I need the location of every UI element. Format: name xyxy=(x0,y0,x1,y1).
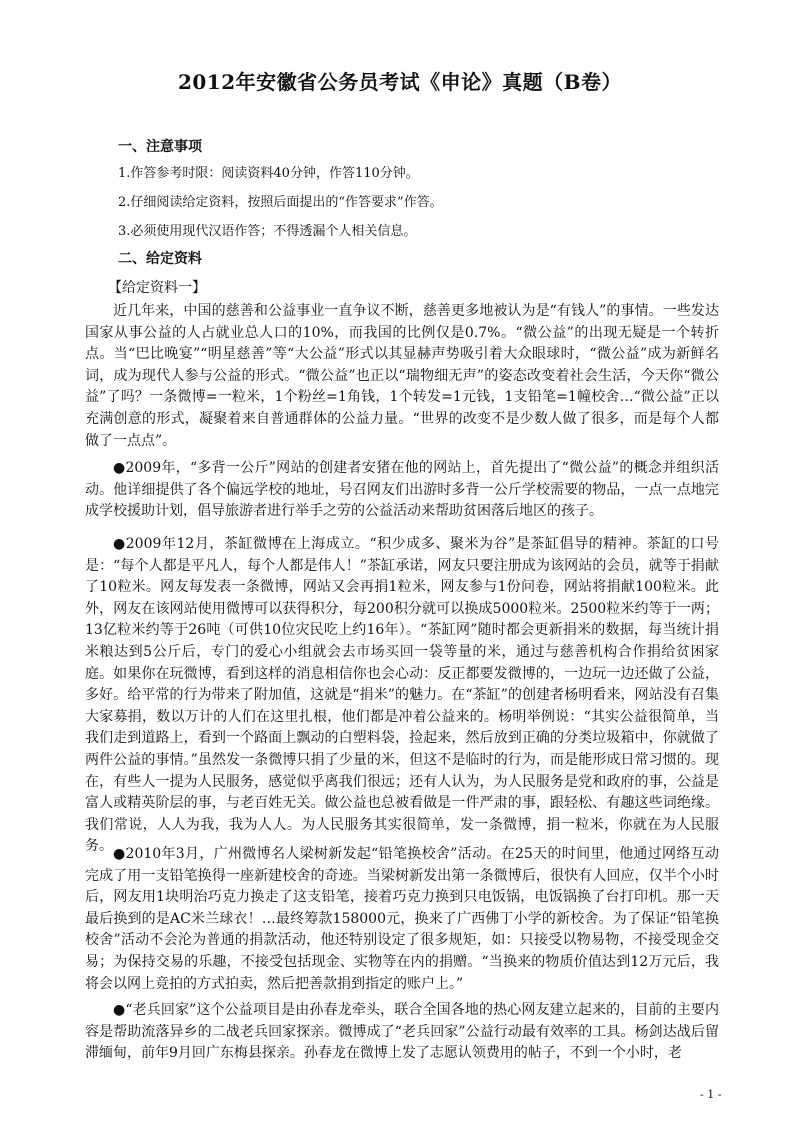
section-heading-materials: 二、给定资料 xyxy=(118,251,202,267)
body-paragraph: ●2010年3月，广州微博名人梁树新发起“铅笔换校舍”活动。在25天的时间里，他通过网络互动完成了用一支铅笔换得一座新建校舍的奇迹。当梁树新发出第一条微博后，很快有人回应，仅半个小时后，网友用1块明治巧克力换走了这支铅笔，接着巧克力换到只电饭锅，电饭锅换了台打印机。那一天最后换到的是AC米兰球衣！…最终筹款158000元，换来了广西佛丁小学的新校舍。为了保证“铅笔换校舍”活动不会沦为普通的捐款活动，他还特别设定了很多规矩，如：只接受以物易物，不接受现金交易；为保持交易的乐趣，不接受包括现金、实物等在内的捐赠。“当换来的物质价值达到12万元后，我将会以网上竞拍的方式拍卖，然后把善款捐到指定的账户上。” xyxy=(85,846,719,992)
page-number: - 1 - xyxy=(700,1088,722,1101)
body-paragraph: ●2009年12月，茶缸微博在上海成立。“积少成多、聚米为谷”是茶缸倡导的精神。茶缸的口号是：“每个人都是平凡人，每个人都是伟人！”茶缸承诺，网友只要注册成为该网站的会员，就等于捐献了10粒米。网友每发表一条微博，网站又会再捐1粒米，网友参与1份问卷，网站将捐献100粒米。此外，网友在该网站使用微博可以获得积分，每200积分就可以换成5000粒米。2500粒米约等于一两；13亿粒米约等于26吨（可供10位灾民吃上约16年）。“茶缸网”随时都会更新捐米的数据，每当统计捐米粮达到5公斤后，专门的爱心小组就会去市场买回一袋等量的米，通过与慈善机构合作捐给贫困家庭。如果你在玩微博，看到这样的消息相信你也会心动：反正都要发微博的，一边玩一边还做了公益，多好。给平常的行为带来了附加值，这就是“捐米”的魅力。在“茶缸”的创建者杨明看来，网站没有召集大家募捐，数以万计的人们在这里扎根，他们都是冲着公益来的。杨明举例说：“其实公益很简单，当我们走到道路上，看到一个路面上飘动的白塑料袋，捡起来，然后放到正确的分类垃圾箱中，你就做了两件公益的事情。”虽然发一条微博只捐了少量的米，但这不是临时的行为，而是能形成日常习惯的。现在，有些人一提为人民服务，感觉似乎离我们很远；还有人认为，为人民服务是党和政府的事，公益是富人或精英阶层的事，与老百姓无关。做公益也总被看做是一件严肃的事，跟轻松、有趣这些词绝缘。我们常说，人人为我，我为人人。为人民服务其实很简单，发一条微博，捐一粒米，你就在为人民服务。 xyxy=(85,536,719,855)
section-heading-notes: 一、注意事项 xyxy=(118,139,202,155)
material-label: 【给定资料一】 xyxy=(108,280,206,296)
note-item: 1.作答参考时限：阅读资料40分钟，作答110分钟。 xyxy=(118,166,419,181)
document-title: 2012年安徽省公务员考试《申论》真题（B卷） xyxy=(177,70,623,94)
note-item: 2.仔细阅读给定资料，按照后面提出的“作答要求”作答。 xyxy=(118,195,443,210)
note-item: 3.必须使用现代汉语作答；不得透漏个人相关信息。 xyxy=(118,224,417,239)
body-paragraph: ●2009年，“多背一公斤”网站的创建者安猪在他的网站上，首先提出了“微公益”的概念并组织活动。他详细提供了各个偏远学校的地址，号召网友们出游时多背一公斤学校需要的物品，一点一点地完成学校援助计划，倡导旅游者进行举手之劳的公益活动来帮助贫困落后地区的孩子。 xyxy=(85,460,719,520)
body-paragraph: 近几年来，中国的慈善和公益事业一直争议不断，慈善更多地被认为是“有钱人”的事情。一些发达国家从事公益的人占就业总人口的10%，而我国的比例仅是0.7%。“微公益”的出现无疑是一个转折点。当“巴比晚宴”“明星慈善”等“大公益”形式以其显赫声势吸引着大众眼球时，“微公益”成为新鲜名词，成为现代人参与公益的形式。“微公益”也正以“瑞物细无声”的姿态改变着社会生活，今天你“微公益”了吗？一条微博=一粒米，1个粉丝=1角钱，1个转发=1元钱，1支铅笔=1幢校舍…“微公益”正以充满创意的形式，凝聚着来自普通群体的公益力量。“世界的改变不是少数人做了很多，而是每个人都做了一点点”。 xyxy=(85,303,719,449)
body-paragraph: ●“老兵回家”这个公益项目是由孙春龙牵头，联合全国各地的热心网友建立起来的，目前的主要内容是帮助流落异乡的二战老兵回家探亲。微博成了“老兵回家”公益行动最有效率的工具。杨剑达战后留滞缅甸，前年9月回广东梅县探亲。孙春龙在微博上发了志愿认领费用的帖子，不到一个小时，老 xyxy=(85,1002,719,1062)
